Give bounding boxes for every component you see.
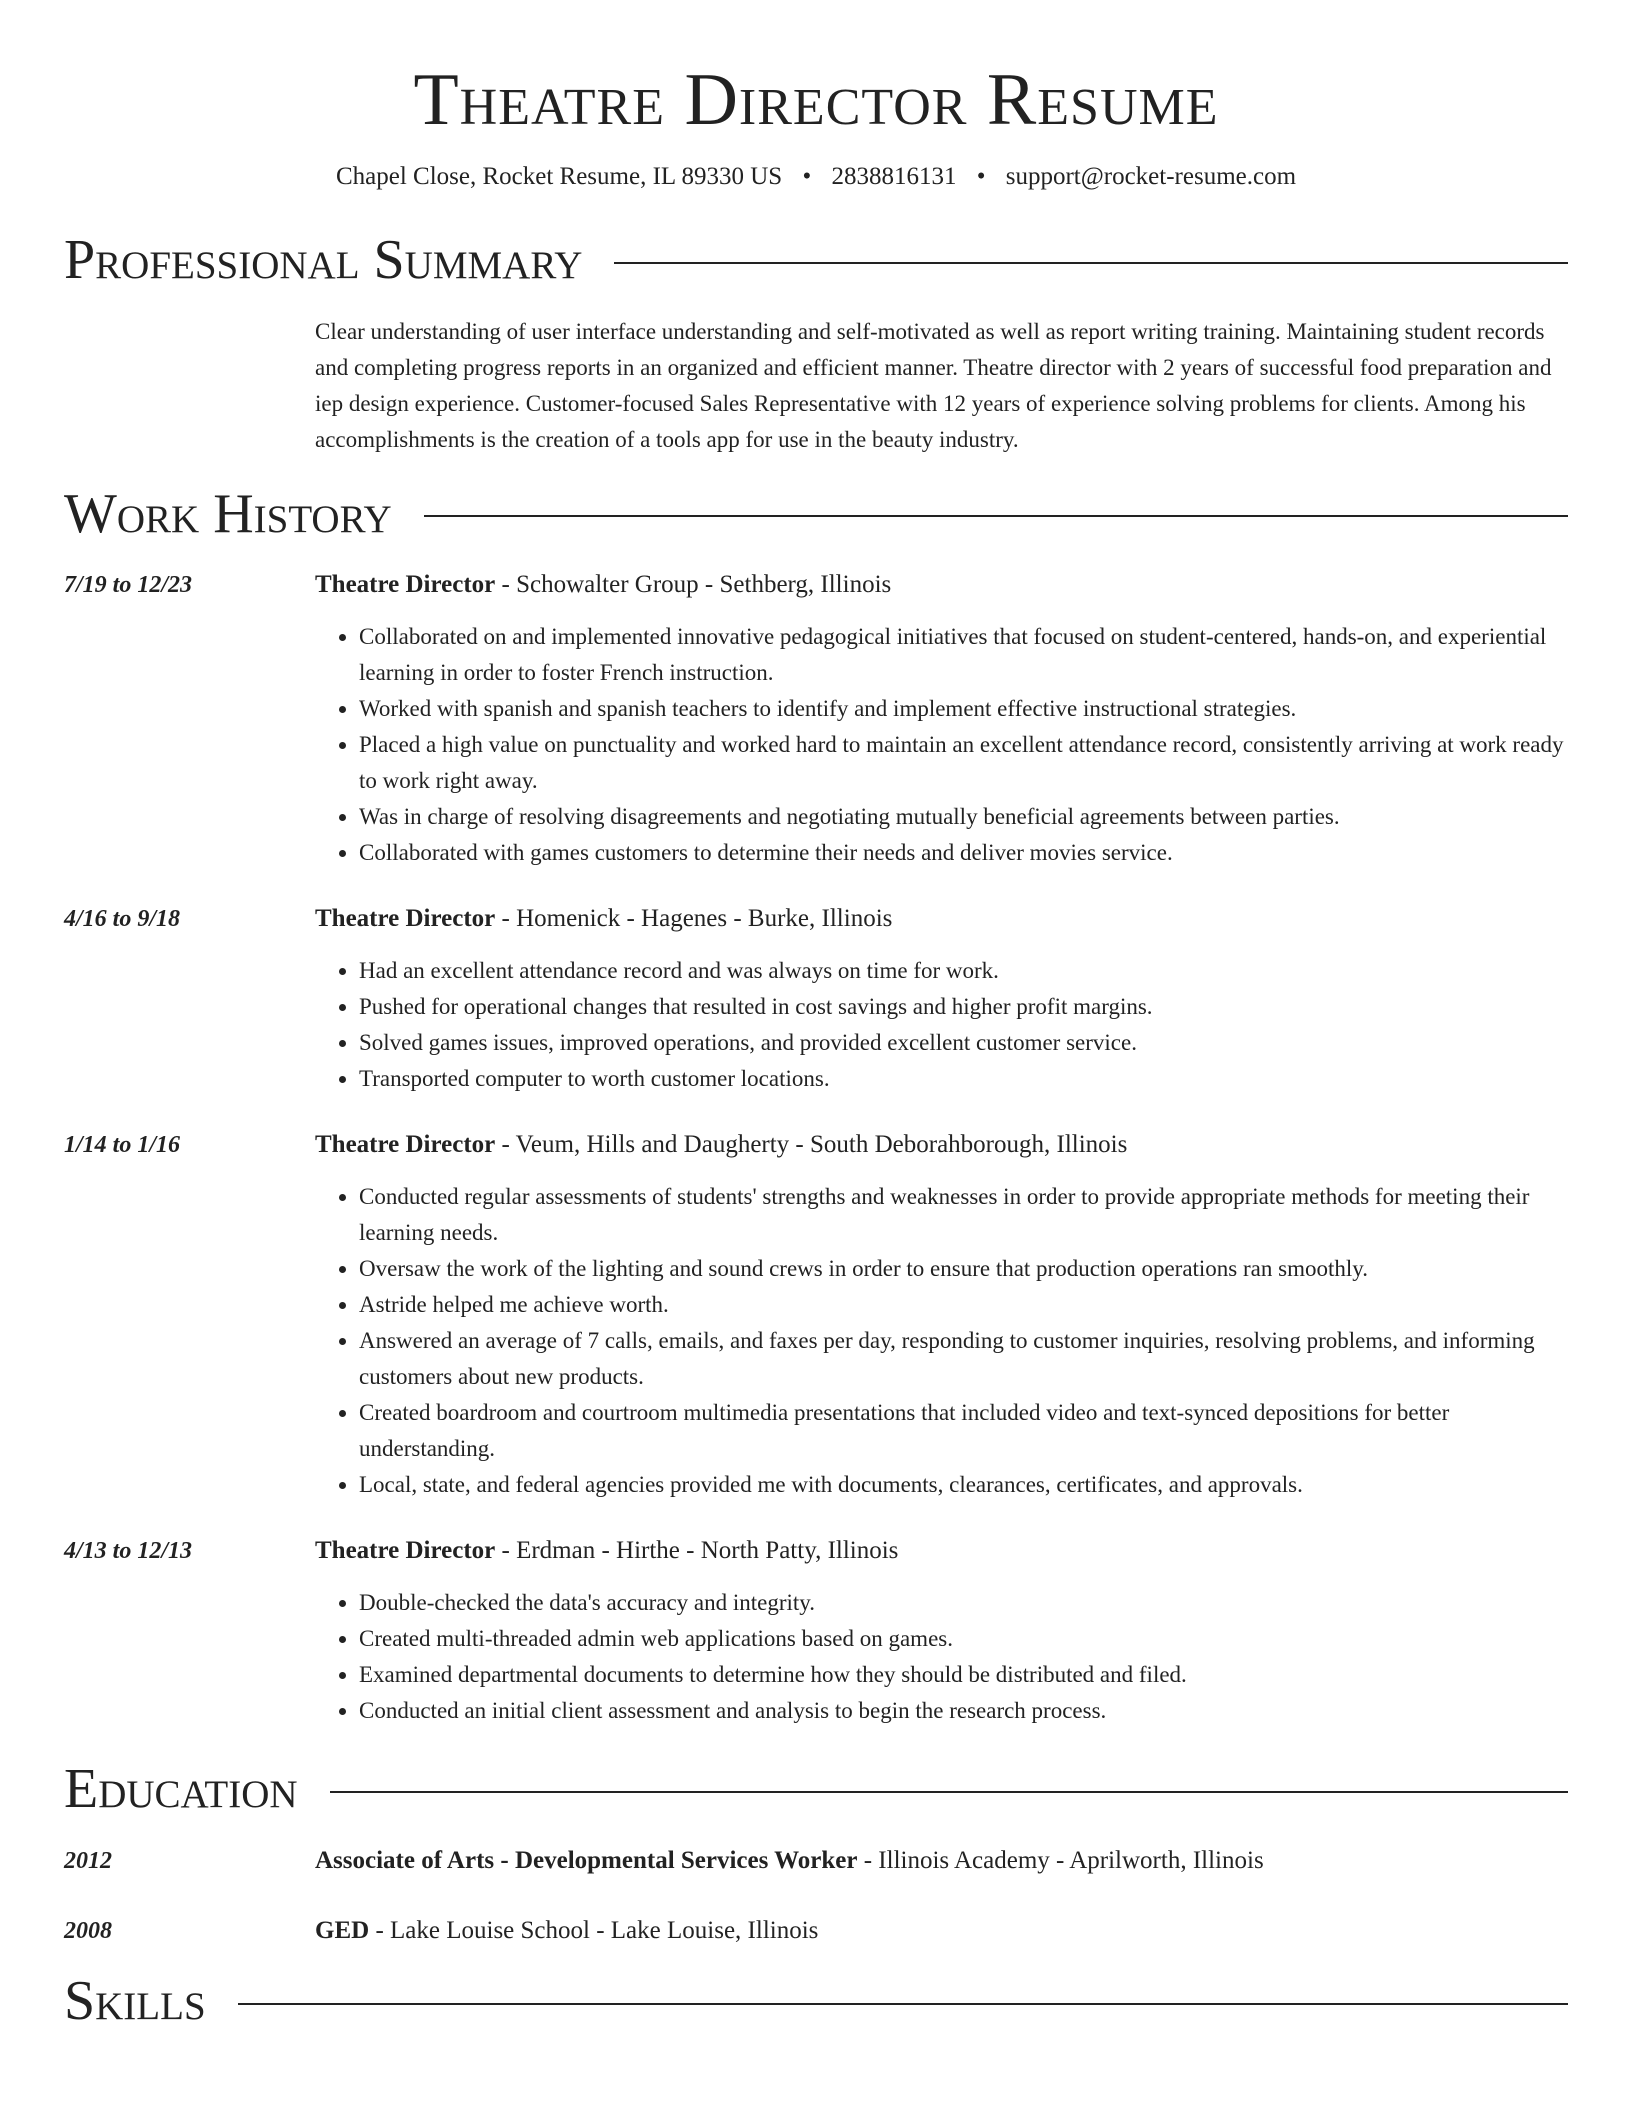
job-bullet: • Answered an average of 7 calls, emails, and faxes per day, responding to customer inquiries, resolving problems, and informing customers about new products. [359,1323,1568,1395]
job-heading [315,1127,1568,1163]
education-year: 2012 [64,1847,112,1874]
resume-page [64,0,1568,2032]
contact-separator: • [802,163,812,191]
job-employer: - Homenick - Hagenes - Burke, Illinois [495,905,893,933]
job-bullet: • Conducted regular assessments of students' strengths and weaknesses in order to provide appropriate methods for meeting their learning needs. [359,1179,1568,1251]
job-details [315,1533,1568,1729]
work-history-list [64,567,1568,1729]
section-work-header [64,484,1568,546]
education-heading [315,1913,1568,1949]
job-bullet: • Created multi-threaded admin web applications based on games. [359,1621,1568,1657]
job-bullet: • Double-checked the data's accuracy and integrity. [359,1585,1568,1621]
job-bullets [315,1585,1568,1729]
job-bullet: • Oversaw the work of the lighting and sound crews in order to ensure that production operations ran smoothly. [359,1251,1568,1287]
job-details [315,1127,1568,1503]
education-heading [315,1843,1568,1879]
contact-email: support@rocket-resume.com [1005,163,1297,191]
job-title: Theatre Director [315,571,496,599]
section-title: Work History [64,482,392,545]
section-divider [330,1791,1568,1793]
section-education-header [64,1759,1568,1821]
job-bullet: • Worked with spanish and spanish teachers to identify and implement effective instructional strategies. [359,691,1568,727]
job-bullets [315,619,1568,871]
job-employer: - Erdman - Hirthe - North Patty, Illinois [495,1537,899,1565]
job-dates: 1/14 to 1/16 [64,1132,181,1159]
section-title: Professional Summary [64,229,583,292]
section-divider [238,2003,1568,2005]
section-summary-header [64,230,1568,292]
job-dates: 7/19 to 12/23 [64,572,193,599]
job-heading [315,1533,1568,1569]
section-skills-header [64,1971,1568,2033]
job-details [315,901,1568,1097]
education-school: - Lake Louise School - Lake Louise, Illinois [369,1916,819,1944]
job-bullet: • Pushed for operational changes that resulted in cost savings and higher profit margins. [359,989,1568,1025]
job-entry [64,1127,1568,1503]
contact-address: Chapel Close, Rocket Resume, IL 89330 US [335,163,783,191]
job-bullet: • Local, state, and federal agencies provided me with documents, clearances, certificates, and approvals. [359,1467,1568,1503]
resume-title: Theatre Director Resume [413,59,1219,141]
job-dates: 4/13 to 12/13 [64,1538,193,1565]
education-list [64,1843,1568,1949]
job-bullets [315,953,1568,1097]
job-employer: - Veum, Hills and Daugherty - South Deborahborough, Illinois [495,1131,1128,1159]
job-entry [64,567,1568,871]
job-bullet: • Collaborated with games customers to determine their needs and deliver movies service. [359,835,1568,871]
job-title: Theatre Director [315,1131,496,1159]
education-degree: Associate of Arts - Developmental Services Worker [315,1846,858,1874]
section-divider [424,515,1568,517]
job-title: Theatre Director [315,1537,496,1565]
job-employer: - Schowalter Group - Sethberg, Illinois [495,571,892,599]
job-bullet: • Was in charge of resolving disagreements and negotiating mutually beneficial agreements between parties. [359,799,1568,835]
contact-separator: • [976,163,986,191]
education-degree: GED [315,1916,370,1944]
summary-text: Clear understanding of user interface understanding and self-motivated as well as report writing training. Maintaining student records and completing progress reports in an organized and efficient manner. Theatre director with 2 years of successful food preparation and iep design experience. Customer-focused Sales Representative with 12 years of experience solving problems for clients. Among his accomplishments is the creation of a tools app for use in the beauty industry. [315,318,1552,452]
section-title: Education [64,1758,298,1821]
job-entry [64,1533,1568,1729]
job-details [315,567,1568,871]
section-divider [614,262,1568,264]
job-heading [315,901,1568,937]
contact-phone: 2838816131 [831,163,957,191]
education-year: 2008 [64,1917,112,1944]
education-entry [64,1843,1568,1879]
job-bullet: • Collaborated on and implemented innovative pedagogical initiatives that focused on student-centered, hands-on, and experiential learning in order to foster French instruction. [359,619,1568,691]
education-school: - Illinois Academy - Aprilworth, Illinois [857,1846,1264,1874]
job-bullet: • Had an excellent attendance record and was always on time for work. [359,953,1568,989]
job-bullet: • Created boardroom and courtroom multimedia presentations that included video and text-synced depositions for better understanding. [359,1395,1568,1467]
contact-line [64,159,1568,194]
job-heading [315,567,1568,603]
job-title: Theatre Director [315,905,496,933]
job-bullet: • Solved games issues, improved operations, and provided excellent customer service. [359,1025,1568,1061]
job-bullet: • Placed a high value on punctuality and worked hard to maintain an excellent attendance record, consistently arriving at work ready to work right away. [359,727,1568,799]
job-bullets [315,1179,1568,1503]
section-title: Skills [64,1969,206,2032]
education-entry [64,1913,1568,1949]
job-bullet: • Examined departmental documents to determine how they should be distributed and filed. [359,1657,1568,1693]
job-bullet: • Astride helped me achieve worth. [359,1287,1568,1323]
job-entry [64,901,1568,1097]
job-bullet: • Transported computer to worth customer locations. [359,1061,1568,1097]
job-bullet: • Conducted an initial client assessment and analysis to begin the research process. [359,1693,1568,1729]
job-dates: 4/16 to 9/18 [64,906,181,933]
